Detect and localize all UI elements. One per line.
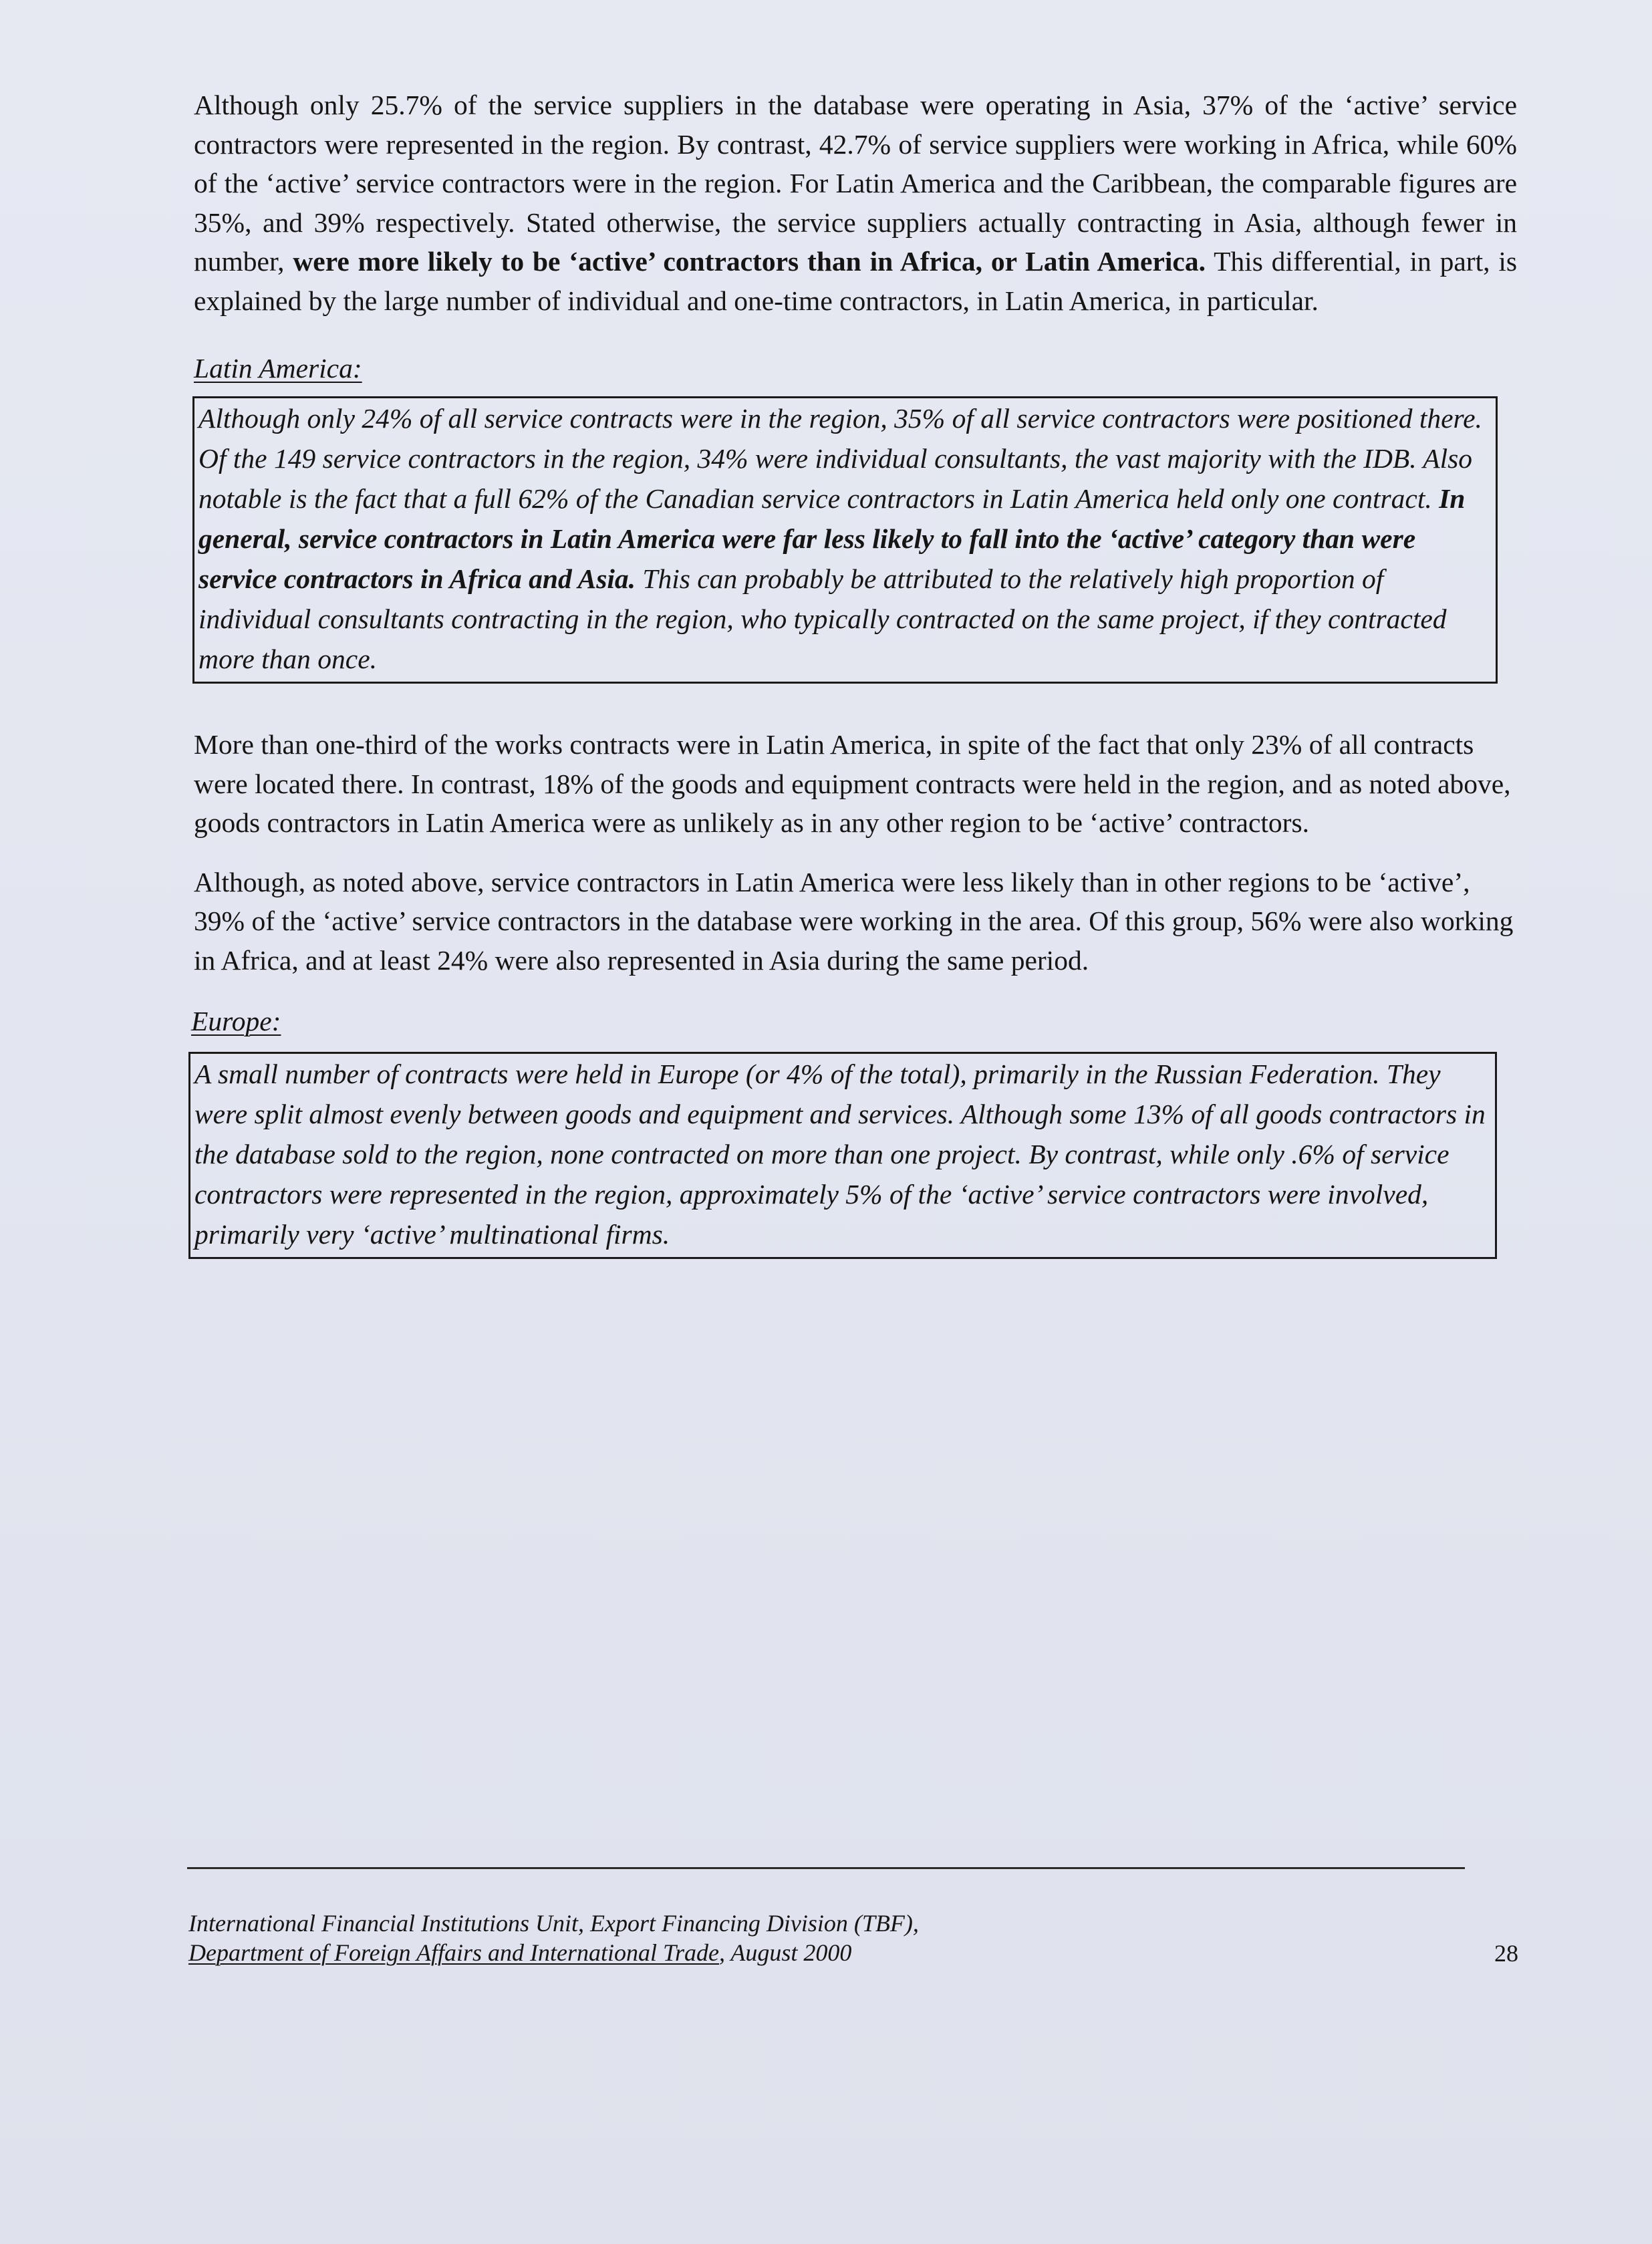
section-heading-europe: Europe: — [191, 1006, 281, 1036]
paragraph-works-contracts: More than one-third of the works contracts were in Latin America, in spite of the fact that only 23% of all contracts were located there. In contrast, 18% of the goods and equipment contracts were held in the region, and as noted above, goods contractors in Latin America were as unlikely as in any other region to be ‘active’ contractors. — [194, 729, 1511, 838]
highlight-box-europe — [188, 1052, 1497, 1259]
page-content — [191, 86, 1517, 1259]
emphasis-text: were more likely to be ‘active’ contractors than in Africa, or Latin America. — [293, 246, 1206, 277]
section-heading-latin-america: Latin America: — [194, 353, 362, 384]
highlight-box-text — [198, 398, 1492, 679]
footer-line-2 — [188, 1938, 1518, 1967]
page-number: 28 — [1494, 1940, 1518, 1967]
box-emphasis-text: In general, service contractors in Latin America were far less likely to fall into the ‘active’ category than were service contractors in Africa and Asia. — [198, 483, 1466, 594]
paragraph-text: Although only 25.7% of the service suppliers in the database were operating in Asia, 37% of the ‘active’ service contractors were represented in the region. By contrast, 42.7% of service suppliers were working in Africa, while 60% of the ‘active’ service contractors were in the region. For Latin America and the Caribbean, the comparable figures are 35%, and 39% respectively. Stated otherwise, the service suppliers actually contracting in Asia, although fewer in number, — [194, 90, 1517, 277]
footer-date: , August 2000 — [719, 1939, 852, 1966]
box-text: Although only 24% of all service contracts were in the region, 35% of all service contractors were positioned there. Of the 149 service contractors in the region, 34% were individual consultants, the vast majority with the IDB. Also notable is the fact that a full 62% of the Canadian service contractors in Latin America held only one contract. — [198, 403, 1482, 514]
footer-line-1: International Financial Institutions Unit, Export Financing Division (TBF), — [188, 1910, 919, 1937]
highlight-box-text: A small number of contracts were held in Europe (or 4% of the total), primarily in the Russian Federation. They were split almost evenly between goods and equipment and services. Although some 13% of all goods contractors in the database sold to the region, none contracted on more than one project. By contrast, while only .6% of service contractors were represented in the region, approximately 5% of the ‘active’ service contractors were involved, primarily very ‘active’ multinational firms. — [194, 1059, 1486, 1250]
footer-department: Department of Foreign Affairs and International Trade — [188, 1939, 719, 1966]
paragraph-regional-comparison — [194, 86, 1517, 320]
box-text: This can probably be attributed to the relatively high proportion of individual consultants contracting in the region, who typically contracted on the same project, if they contracted more than once. — [198, 563, 1447, 674]
paragraph-active-contractors: Although, as noted above, service contractors in Latin America were less likely than in other regions to be ‘active’, 39% of the ‘active’ service contractors in the database were working in the area. Of this group, 56% were also working in Africa, and at least 24% were also represented in Asia during the same period. — [194, 866, 1514, 976]
highlight-box-latin-america — [192, 396, 1498, 684]
paragraph-text: This differential, in part, is explained by the large number of individual and one-time contractors, in Latin America, in particular. — [194, 246, 1517, 316]
page-footer — [188, 1909, 1518, 1967]
footer-divider — [187, 1867, 1465, 1869]
